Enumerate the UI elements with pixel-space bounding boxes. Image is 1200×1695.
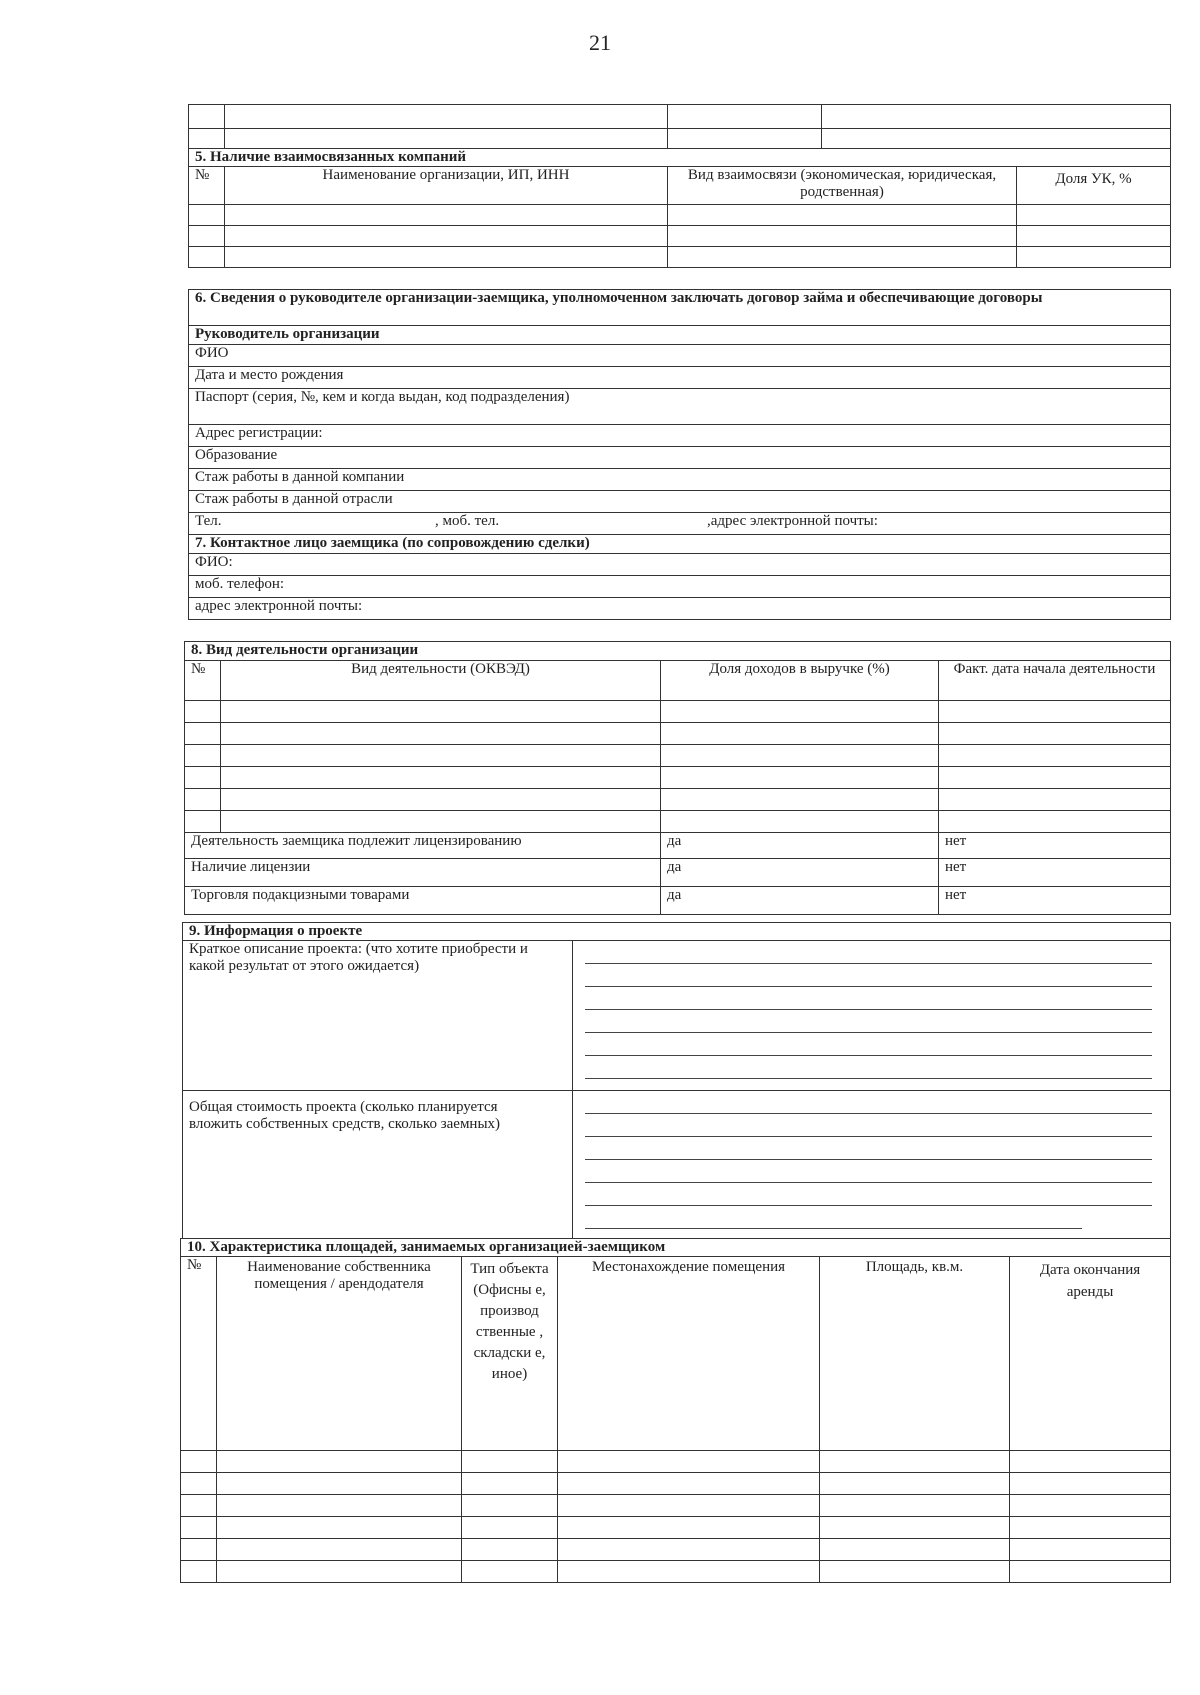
cell[interactable]: [939, 745, 1171, 767]
cell[interactable]: [221, 723, 661, 745]
head-address-field[interactable]: Адрес регистрации:: [189, 425, 1171, 447]
cell[interactable]: [661, 789, 939, 811]
cell[interactable]: [462, 1451, 558, 1473]
col-link-header: Вид взаимосвязи (экономическая, юридическая, родственная): [668, 167, 1017, 205]
write-line: [585, 941, 1152, 964]
col-revenue-share-header: Доля доходов в выручке (%): [661, 661, 939, 701]
cell[interactable]: [217, 1495, 462, 1517]
cell[interactable]: [939, 767, 1171, 789]
write-line: [585, 1033, 1152, 1056]
cell[interactable]: [225, 226, 668, 247]
col-location-header: Местонахождение помещения: [558, 1257, 820, 1451]
cell[interactable]: [939, 811, 1171, 833]
cell[interactable]: [185, 701, 221, 723]
cell[interactable]: [217, 1451, 462, 1473]
cell[interactable]: [668, 205, 1017, 226]
project-cost-label: Общая стоимость проекта (сколько планируется вложить собственных средств, сколько заемных): [183, 1091, 573, 1239]
write-line: [585, 1183, 1152, 1206]
cell[interactable]: [217, 1517, 462, 1539]
cell[interactable]: [181, 1451, 217, 1473]
cell[interactable]: [1010, 1473, 1171, 1495]
cell[interactable]: [189, 129, 225, 149]
head-exp-industry-field[interactable]: Стаж работы в данной отрасли: [189, 491, 1171, 513]
head-birth-field[interactable]: Дата и место рождения: [189, 367, 1171, 389]
section-8-table: [184, 641, 1171, 915]
head-exp-company-field[interactable]: Стаж работы в данной компании: [189, 469, 1171, 491]
cell[interactable]: [558, 1495, 820, 1517]
cell[interactable]: [185, 723, 221, 745]
col-owner-header: Наименование собственника помещения / арендодателя: [217, 1257, 462, 1451]
cell[interactable]: [181, 1495, 217, 1517]
license-no-option[interactable]: нет: [939, 859, 1171, 887]
cell[interactable]: [820, 1561, 1010, 1583]
cell[interactable]: [1010, 1495, 1171, 1517]
cell[interactable]: [185, 789, 221, 811]
section-6-7-table: [188, 289, 1171, 620]
write-line: [585, 1010, 1152, 1033]
cell[interactable]: [939, 789, 1171, 811]
col-lease-end-header: Дата окончания аренды: [1010, 1257, 1171, 1451]
cell[interactable]: [1010, 1561, 1171, 1583]
cell[interactable]: [189, 205, 225, 226]
cell[interactable]: [189, 247, 225, 268]
cell[interactable]: [661, 745, 939, 767]
cell[interactable]: [558, 1473, 820, 1495]
cell[interactable]: [462, 1473, 558, 1495]
excise-label: Торговля подакцизными товарами: [185, 887, 661, 915]
cell[interactable]: [822, 105, 1171, 129]
page-number: 21: [589, 30, 611, 55]
cell[interactable]: [820, 1495, 1010, 1517]
cell[interactable]: [225, 129, 668, 149]
cell[interactable]: [185, 811, 221, 833]
cell[interactable]: [668, 105, 822, 129]
cell[interactable]: [462, 1495, 558, 1517]
cell[interactable]: [462, 1561, 558, 1583]
cell[interactable]: [1017, 247, 1171, 268]
contact-email-field[interactable]: адрес электронной почты:: [189, 598, 1171, 620]
cell[interactable]: [1017, 205, 1171, 226]
cell[interactable]: [820, 1539, 1010, 1561]
section-5-title: 5. Наличие взаимосвязанных компаний: [189, 149, 1171, 167]
write-line: [585, 1056, 1152, 1079]
cell[interactable]: [221, 745, 661, 767]
license-yes-option[interactable]: да: [661, 859, 939, 887]
license-label: Наличие лицензии: [185, 859, 661, 887]
cell[interactable]: [668, 247, 1017, 268]
cell[interactable]: [217, 1561, 462, 1583]
cell[interactable]: [661, 723, 939, 745]
col-share-header: Доля УК, %: [1017, 167, 1171, 205]
section-10-table: [180, 1238, 1171, 1583]
contact-fio-field[interactable]: ФИО:: [189, 554, 1171, 576]
section-8-title: 8. Вид деятельности организации: [185, 642, 1171, 661]
cell[interactable]: [185, 767, 221, 789]
cell[interactable]: [822, 129, 1171, 149]
section-5-table: [188, 104, 1171, 268]
licensing-no-option[interactable]: нет: [939, 833, 1171, 859]
col-no-header: №: [185, 661, 221, 701]
head-fio-field[interactable]: ФИО: [189, 345, 1171, 367]
project-description-lines[interactable]: [573, 941, 1171, 1091]
cell[interactable]: [221, 789, 661, 811]
cell[interactable]: [668, 129, 822, 149]
cell[interactable]: [661, 767, 939, 789]
cell[interactable]: [820, 1451, 1010, 1473]
contact-mob-field[interactable]: моб. телефон:: [189, 576, 1171, 598]
col-no-header: №: [189, 167, 225, 205]
cell[interactable]: [221, 767, 661, 789]
project-cost-lines[interactable]: [573, 1091, 1171, 1239]
cell[interactable]: [558, 1561, 820, 1583]
cell[interactable]: [661, 811, 939, 833]
col-type-header: Тип объекта (Офисны е, производ ственные , складски е, иное): [462, 1257, 558, 1451]
col-no-header: №: [181, 1257, 217, 1451]
write-line: [585, 1091, 1152, 1114]
licensing-label: Деятельность заемщика подлежит лицензированию: [185, 833, 661, 859]
cell[interactable]: [225, 205, 668, 226]
col-activity-header: Вид деятельности (ОКВЭД): [221, 661, 661, 701]
cell[interactable]: [225, 247, 668, 268]
cell[interactable]: [185, 745, 221, 767]
cell[interactable]: [939, 723, 1171, 745]
write-line: [585, 964, 1152, 987]
col-start-date-header: Факт. дата начала деятельности: [939, 661, 1171, 701]
write-line: [585, 1160, 1152, 1183]
head-mob-label: , моб. тел.: [435, 513, 500, 529]
cell[interactable]: [558, 1451, 820, 1473]
head-education-field[interactable]: Образование: [189, 447, 1171, 469]
cell[interactable]: [221, 701, 661, 723]
cell[interactable]: [939, 701, 1171, 723]
section-10-title: 10. Характеристика площадей, занимаемых организацией-заемщиком: [181, 1239, 1171, 1257]
cell[interactable]: [181, 1517, 217, 1539]
col-area-header: Площадь, кв.м.: [820, 1257, 1010, 1451]
head-contacts-row[interactable]: [189, 513, 1171, 535]
cell[interactable]: [462, 1539, 558, 1561]
write-line: [585, 1137, 1152, 1160]
cell[interactable]: [217, 1473, 462, 1495]
cell[interactable]: [1010, 1539, 1171, 1561]
section-7-title: 7. Контактное лицо заемщика (по сопровождению сделки): [189, 535, 1171, 554]
write-line: [585, 1206, 1082, 1229]
section-6-subtitle: Руководитель организации: [189, 326, 1171, 345]
cell[interactable]: [820, 1517, 1010, 1539]
head-passport-field[interactable]: Паспорт (серия, №, кем и когда выдан, код подразделения): [189, 389, 1171, 425]
section-6-title: 6. Сведения о руководителе организации-заемщика, уполномоченном заключать договор займа и обеспечивающие договоры: [189, 290, 1171, 326]
head-email-label: ,адрес электронной почты:: [707, 513, 878, 529]
cell[interactable]: [181, 1473, 217, 1495]
cell[interactable]: [820, 1473, 1010, 1495]
cell[interactable]: [225, 105, 668, 129]
project-description-label: Краткое описание проекта: (что хотите приобрести и какой результат от этого ожидается): [183, 941, 573, 1091]
cell[interactable]: [189, 105, 225, 129]
cell[interactable]: [217, 1539, 462, 1561]
cell[interactable]: [668, 226, 1017, 247]
col-name-header: Наименование организации, ИП, ИНН: [225, 167, 668, 205]
cell[interactable]: [661, 701, 939, 723]
cell[interactable]: [221, 811, 661, 833]
excise-yes-option[interactable]: да: [661, 887, 939, 915]
cell[interactable]: [1010, 1517, 1171, 1539]
cell[interactable]: [462, 1517, 558, 1539]
excise-no-option[interactable]: нет: [939, 887, 1171, 915]
cell[interactable]: [1017, 226, 1171, 247]
head-tel-label: Тел.: [195, 513, 222, 529]
cell[interactable]: [1010, 1451, 1171, 1473]
section-9-title: 9. Информация о проекте: [183, 923, 1171, 941]
cell[interactable]: [181, 1561, 217, 1583]
section-9-table: [182, 922, 1171, 1239]
cell[interactable]: [189, 226, 225, 247]
cell[interactable]: [181, 1539, 217, 1561]
write-line: [585, 1114, 1152, 1137]
cell[interactable]: [558, 1517, 820, 1539]
cell[interactable]: [558, 1539, 820, 1561]
write-line: [585, 987, 1152, 1010]
licensing-yes-option[interactable]: да: [661, 833, 939, 859]
